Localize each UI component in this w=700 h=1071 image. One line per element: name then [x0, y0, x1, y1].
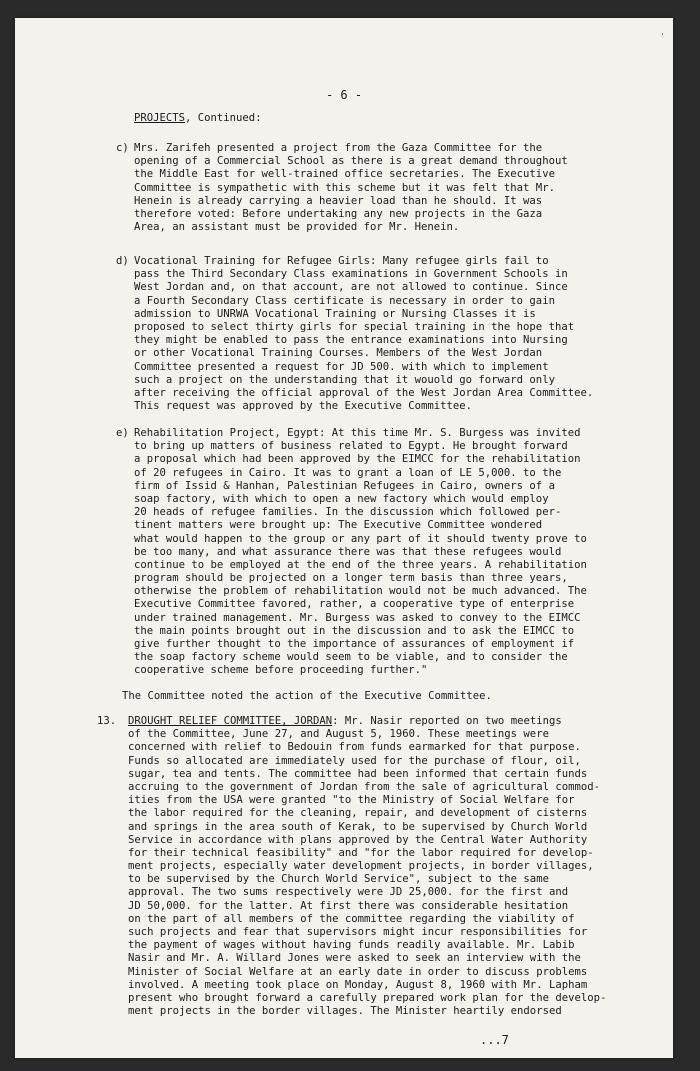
- text-line: firm of Issid & Hanhan, Palestinian Refugees in Cairo, owners of a: [134, 479, 555, 492]
- text-line: of the Committee, June 27, and August 5, 1960. These meetings were: [128, 728, 549, 741]
- text-line: to be supervised by the Church World Service", subject to the same: [128, 873, 549, 886]
- text-line: concerned with relief to Bedouin from funds earmarked for that purpose.: [128, 741, 581, 754]
- section-heading-title: PROJECTS: [134, 112, 186, 124]
- text-line: Henein is already carrying a heavier load than he should. It was: [134, 194, 543, 207]
- text-line: Rehabilitation Project, Egypt: At this time Mr. S. Burgess was invited: [134, 427, 581, 439]
- text-line: the labor required for the cleaning, repair, and development of cisterns: [128, 807, 588, 820]
- text-line: Mrs. Zarifeh presented a project from the Gaza Committee for the: [134, 142, 543, 154]
- text-line: a Fourth Secondary Class certificate is necessary in order to gain: [134, 294, 555, 307]
- text-line: ment projects in the border villages. The Minister heartily endorsed: [128, 1005, 562, 1018]
- text-line: Committee presented a request for JD 500. with which to implement: [134, 360, 549, 373]
- text-line: the Middle East for well-trained office secretaries. The Executive: [134, 168, 555, 181]
- text-line: Nasir and Mr. A. Willard Jones were asked to seek an interview with the: [128, 952, 581, 965]
- text-line: Executive Committee favored, rather, a cooperative type of enterprise: [134, 598, 575, 611]
- text-line: to bring up matters of business related to Egypt. He brought forward: [134, 440, 568, 453]
- text-line: such a project on the understanding that it wouold go forward only: [134, 373, 555, 386]
- text-line: such projects and fear that supervisors might incur responsibilities for: [128, 926, 588, 938]
- text-line: 20 heads of refugee families. In the discussion which followed per-: [134, 506, 562, 519]
- text-line: present who brought forward a carefully prepared work plan for the develop-: [128, 991, 607, 1004]
- section-heading-suffix: , Continued:: [185, 112, 262, 124]
- item-number: 13.: [97, 715, 117, 727]
- text-line: Vocational Training for Refugee Girls: Many refugee girls fail to: [134, 255, 549, 267]
- text-line: or other Vocational Training Courses. Members of the West Jordan: [134, 347, 543, 360]
- text-line: tinent matters were brought up: The Executive Committee wondered: [134, 519, 543, 532]
- text-line: cooperative scheme before proceeding further.": [134, 664, 428, 677]
- text-line: JD 50,000. for the latter. At first there was considerable hesitation: [128, 899, 569, 912]
- text-line: Funds so allocated are immediately used for the purchase of flour, oil,: [128, 754, 581, 767]
- text-line: the main points brought out in the discussion and to ask the EIMCC to: [134, 624, 575, 637]
- text-line: accruing to the government of Jordan from the sale of agricultural commod-: [128, 780, 600, 793]
- text-line: involved. A meeting took place on Monday, August 8, 1960 with Mr. Lapham: [128, 978, 588, 991]
- text-line: for their technical feasibility" and "for the labor required for develop-: [128, 846, 594, 859]
- text-line: otherwise the problem of rehabilitation would not be much advanced. The: [134, 585, 587, 598]
- text-line: opening of a Commercial School as there is a great demand throughout: [134, 155, 568, 168]
- text-line: what would happen to the group or any part of it should twenty prove to: [134, 532, 587, 545]
- text-line: soap factory, with which to open a new factory which would employ: [134, 492, 549, 505]
- text-line: This request was approved by the Executive Committee.: [134, 400, 473, 413]
- text-line: Committee is sympathetic with this scheme but it was felt that Mr.: [134, 181, 555, 194]
- paragraph-marker: d): [116, 255, 129, 267]
- paragraph-e: [116, 427, 634, 678]
- item-heading: DROUGHT RELIEF COMMITTEE, JORDAN: [128, 715, 333, 727]
- page-number: - 6 -: [325, 88, 363, 102]
- paragraph-lines: [134, 255, 634, 413]
- text-line: sugar, tea and tents. The committee had been informed that certain funds: [128, 767, 588, 780]
- text-line: on the part of all members of the committee regarding the viability of: [128, 912, 575, 925]
- text-line: the payment of wages without having funds readily available. Mr. Labib: [128, 939, 575, 952]
- document-body: [97, 110, 634, 1018]
- paragraph-marker: e): [116, 427, 129, 439]
- item-first-line: [128, 715, 628, 728]
- paragraph-lines: [134, 142, 634, 234]
- document-page: [15, 18, 673, 1058]
- text-line: ities from the USA were granted "to the Ministry of Social Welfare for: [128, 794, 575, 807]
- text-line: after receiving the official approval of the West Jordan Area Committee.: [134, 386, 594, 399]
- text-line: program should be projected on a longer term basis than three years,: [134, 572, 568, 585]
- item-13: [97, 715, 628, 1018]
- text-line: West Jordan and, on that account, are not allowed to continue. Since: [134, 281, 568, 294]
- text-line: proposed to select thirty girls for special training in the hope that: [134, 320, 575, 333]
- text-line: continue to be employed at the end of the three years. A rehabilitation: [134, 558, 587, 571]
- text-line: be too many, and what assurance there was that these refugees would: [134, 545, 562, 558]
- text-line: they might be enabled to pass the entrance examinations into Nursing: [134, 334, 568, 347]
- text-line: Area, an assistant must be provided for Mr. Henein.: [134, 221, 460, 234]
- text-line: ment projects, especially water development projects, in border villages,: [128, 860, 594, 873]
- text-line: under trained management. Mr. Burgess was asked to convey to the EIMCC: [134, 611, 581, 624]
- paragraph-lines: [134, 427, 634, 678]
- text-line: of 20 refugees in Cairo. It was to grant a loan of LE 5,000. to the: [134, 466, 562, 479]
- paragraph-d: [116, 255, 634, 413]
- text-line: approval. The two sums respectively were JD 25,000. for the first and: [128, 886, 569, 899]
- text-line: and springs in the area south of Kerak, to be supervised by Church World: [128, 820, 588, 833]
- text-line: Service in accordance with plans approved by the Central Water Authority: [128, 833, 588, 846]
- paragraph-marker: c): [116, 142, 129, 154]
- text-line: Minister of Social Welfare at an early date in order to discuss problems: [128, 965, 588, 978]
- text-line: admission to UNRWA Vocational Training or Nursing Classes it is: [134, 307, 536, 320]
- section-heading: [134, 112, 634, 125]
- noted-line: The Committee noted the action of the Executive Committee.: [122, 690, 492, 702]
- paragraph-c: [116, 142, 634, 234]
- continuation-marker: ...7: [480, 1033, 509, 1047]
- text-line: the soap factory scheme would seem to be viable, and to consider the: [134, 651, 568, 664]
- noted-paragraph: [122, 690, 622, 703]
- text-line: a proposal which had been approved by the EIMCC for the rehabilitation: [134, 453, 581, 466]
- item-first-line-rest: : Mr. Nasir reported on two meetings: [332, 715, 562, 727]
- corner-mark: ': [660, 32, 665, 41]
- item-lines: [128, 728, 628, 1018]
- text-line: therefore voted: Before undertaking any new projects in the Gaza: [134, 207, 543, 220]
- text-line: give further thought to the importance of assurances of employment if: [134, 638, 575, 650]
- text-line: pass the Third Secondary Class examinations in Government Schools in: [134, 268, 568, 281]
